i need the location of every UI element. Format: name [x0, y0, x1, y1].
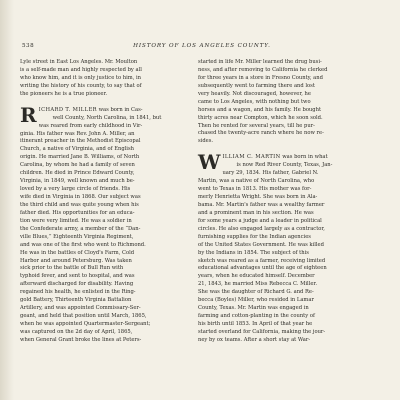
miller-biography — [20, 102, 186, 345]
text-line: ginia. His father was Rev. John A. Miller, an — [20, 130, 135, 137]
text-line: of the United States Government. He was killed — [198, 241, 324, 248]
miller-first-line: ICHARD T. MILLER was born in Cas- — [38, 106, 143, 113]
text-line: tion were very limited. He was a soldier in — [20, 217, 132, 224]
text-line: regained his health, he enlisted in the Ring- — [20, 289, 136, 296]
text-line: started in life Mr. Miller learned the drug busi- — [198, 59, 322, 65]
text-line: farming and cotton-planting in the county of — [198, 313, 315, 320]
text-line: chased the twenty-acre ranch where he now re- — [198, 130, 324, 137]
martin-biography — [198, 150, 366, 345]
text-line: educational advantages until the age of eighteen — [198, 265, 327, 272]
text-line: horses and a wagon, and his family. He bought — [198, 106, 322, 113]
moulton-paragraph — [20, 59, 186, 99]
text-line: father died. His opportunities for an educa- — [20, 209, 135, 216]
text-line: and was one of the first who went to Richmond. — [20, 241, 146, 248]
running-title: HISTORY OF LOS ANGELES COUNTY. — [133, 43, 271, 49]
page-number: 538 — [22, 43, 35, 49]
text-line: Martin, was a native of North Carolina, who — [198, 178, 315, 185]
text-line: ville Blues,” Eighteenth Virginia Regiment, — [20, 233, 134, 240]
text-line: is now Red River County, Texas, Jan- — [236, 162, 333, 169]
text-line: thirty acres near Compton, which he soon sold. — [198, 114, 323, 121]
text-line: He was in the battles of Cloyd's Farm, Cold — [20, 249, 135, 256]
text-line: went to Texas in 1813. His mother was for- — [198, 186, 312, 193]
dropcap-w: W — [198, 150, 221, 175]
miller-paragraph — [20, 115, 186, 345]
text-line: afterward discharged for disability. Having — [20, 281, 134, 288]
text-line: when he was appointed Quartermaster-Sergeant; — [20, 321, 151, 327]
text-line: sides. — [198, 138, 214, 145]
subject-name-martin: ILLIAM C. MARTIN — [222, 154, 281, 161]
text-line: Virginia, in 1849, well known and much be- — [20, 178, 135, 185]
text-line: ness, and after removing to California he clerked — [198, 66, 328, 73]
text-line: Artillery, and was appointed Commissary-Ser- — [20, 305, 141, 312]
text-line: Harbor and around Petersburg. Was taken — [20, 257, 132, 264]
miller-continued-paragraph — [198, 59, 366, 146]
martin-first-line: ILLIAM C. MARTIN was born in what — [222, 154, 328, 161]
text-line: circles. He also engaged largely as a contractor, — [198, 225, 325, 232]
text-line: geant, and held that position until March, 1865, — [20, 313, 147, 320]
subject-name-miller: ICHARD T. MILLER — [38, 106, 97, 113]
right-column — [198, 59, 366, 345]
text-line: origin. He married Jane B. Williams, of North — [20, 154, 140, 161]
text-line: the Confederate army, a member of the “Dan- — [20, 225, 141, 232]
text-line: becca (Boyles) Miller, who resided in Lamar — [198, 297, 314, 304]
text-line: Lyle street in East Los Angeles. Mr. Moulton — [20, 59, 138, 65]
text-line: and a prominent man in his section. He was — [198, 209, 314, 216]
text-line: Church, a native of Virginia, and of English — [20, 146, 134, 153]
text-line: ney by ox teams. After a short stay at War- — [198, 336, 311, 343]
text-line: wife died in Virginia in 1868. Our subject was — [20, 194, 141, 200]
text-line: started overland for California, making the jour- — [198, 328, 326, 335]
text-line: when General Grant broke the lines at Peters- — [20, 336, 142, 343]
page-header — [22, 41, 382, 51]
text-line: uary 29, 1834. His father, Gabriel N. — [222, 170, 319, 177]
text-line: furnishing supplies for the Indian agencies — [198, 233, 311, 240]
text-line: well County, North Carolina, in 1841, but — [52, 114, 162, 121]
text-line: very heavily. Not discouraged, however, he — [198, 90, 311, 97]
text-line: who know him, and it is only justice to him, in — [20, 74, 141, 81]
text-line: years, when he educated himself. December — [198, 273, 315, 280]
text-line: sick prior to the battle of Bull Run with — [20, 265, 124, 272]
text-line: came to Los Angeles, with nothing but two — [198, 98, 311, 105]
text-line: itinerant preacher in the Methodist Episcopal — [20, 138, 141, 145]
text-line: 21, 1843, he married Miss Rebecca C. Miller. — [198, 281, 317, 288]
text-line: is a self-made man and highly respected by all — [20, 66, 142, 73]
text-line: She was the daughter of Richard G. and Re- — [198, 289, 314, 296]
text-line: the third child and was quite young when his — [20, 201, 139, 208]
text-line: his birth until 1853. In April of that year he — [198, 321, 313, 327]
text-line: by the Indians in 1854. The subject of this — [198, 249, 309, 256]
dropcap-r: R — [20, 102, 37, 127]
text-line: gold Battery, Thirteenth Virginia Battalion — [20, 297, 132, 304]
text-line: children. He died in Prince Edward County, — [20, 170, 135, 177]
text-line: loved by a very large circle of friends. His — [20, 186, 131, 193]
text-line: the pioneers he is a true pioneer. — [20, 90, 108, 97]
page-fold-shadow — [0, 0, 14, 400]
text-line: County, Texas. Mr. Martin was engaged in — [198, 305, 309, 312]
text-line: for some years a judge and a leader in political — [198, 217, 322, 224]
text-line: typhoid fever, and sent to hospital, and was — [20, 273, 135, 280]
text-line: Carolina, by whom he had a family of seven — [20, 162, 135, 169]
text-line: was reared from early childhood in Vir- — [38, 122, 143, 129]
left-column — [20, 59, 186, 345]
text-line: was captured on the 2d day of April, 1865, — [20, 328, 133, 335]
martin-paragraph — [198, 162, 366, 345]
text-line: Then he rented for several years, till he pur- — [198, 122, 315, 129]
text-line: merly Henrietta Wright. She was born in Ala- — [198, 194, 318, 200]
text-line: sketch was reared as a farmer, receiving limited — [198, 257, 326, 264]
text-line: bama. Mr. Martin's father was a wealthy farmer — [198, 201, 325, 208]
text-line: subsequently went to farming there and lost — [198, 82, 315, 89]
text-line: writing the history of his county, to say that of — [20, 82, 142, 89]
text-line: for three years in a store in Fresno County, and — [198, 74, 323, 81]
